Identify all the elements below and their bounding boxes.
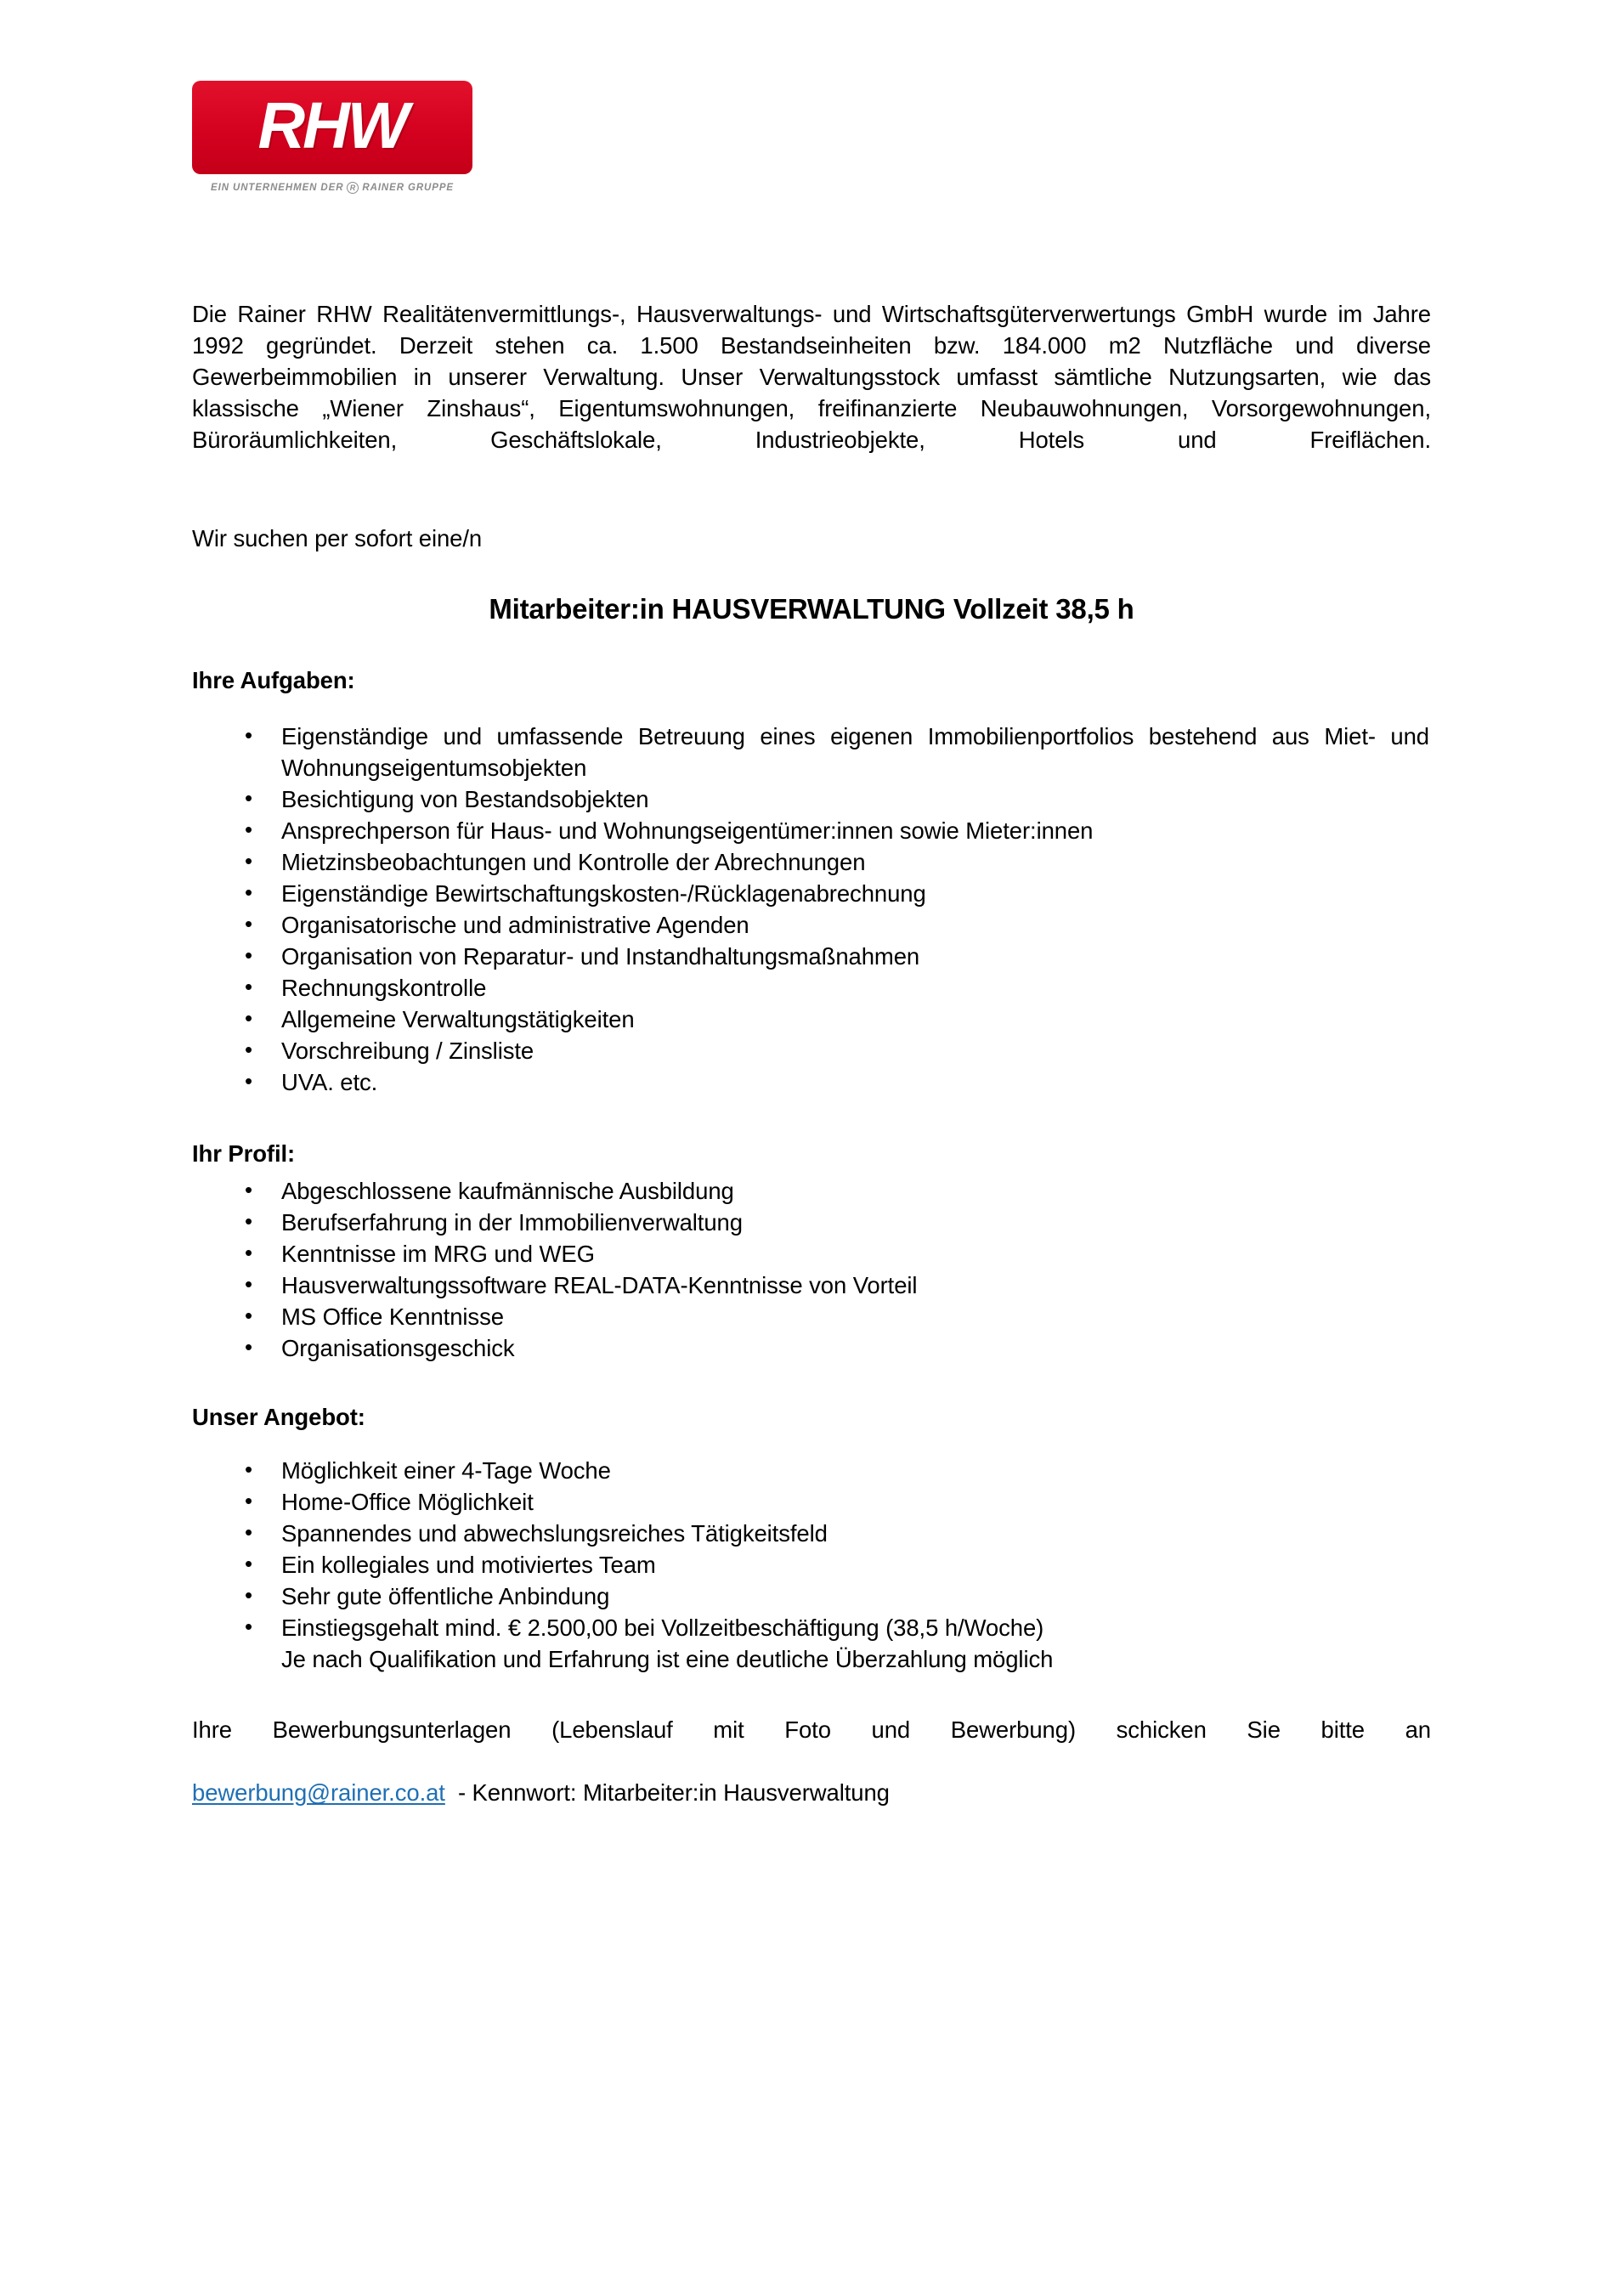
seeking-line: Wir suchen per sofort eine/n (192, 524, 483, 551)
document-content (192, 299, 1431, 1809)
application-instructions: Ihre Bewerbungsunterlagen (Lebenslauf mit Foto und Bewerbung) schicken Sie bitte an (192, 1716, 1431, 1744)
list-item: • MS Office Kenntnisse (226, 1302, 1431, 1333)
list-item: • Eigenständige und umfassende Betreuung eines eigenen Immobilienportfolios bestehend aus Miet- und Wohnungseigentumsobjekten (226, 721, 1431, 784)
company-logo (192, 81, 472, 194)
list-item-salary (226, 1613, 1431, 1676)
list-item: • Hausverwaltungssoftware REAL-DATA-Kenntnisse von Vorteil (226, 1270, 1431, 1302)
list-item: • Sehr gute öffentliche Anbindung (226, 1581, 1431, 1613)
list-item: • Abgeschlossene kaufmännische Ausbildung (226, 1176, 1431, 1207)
list-item: • Allgemeine Verwaltungstätigkeiten (226, 1004, 1431, 1036)
registered-r-icon: R (347, 182, 359, 194)
list-item: • Besichtigung von Bestandsobjekten (226, 784, 1431, 816)
list-item: • UVA. etc. (226, 1067, 1431, 1099)
list-item: • Ansprechperson für Haus- und Wohnungseigentümer:innen sowie Mieter:innen (226, 816, 1431, 847)
list-item: • Kenntnisse im MRG und WEG (226, 1239, 1431, 1270)
intro-paragraph: Die Rainer RHW Realitätenvermittlungs-, Hausverwaltungs- und Wirtschaftsgüterverwertungs GmbH wurde im Jahre 1992 gegründet. Derzeit stehen ca. 1.500 Bestandseinheiten bzw. 184.000 m2 Nutzfläche und diverse Gewerbeimmobilien in unserer Verwaltung. Unser Verwaltungsstock umfasst sämtliche Nutzungsarten, wie das klassische „Wiener Zinshaus“, Eigentumswohnungen, freifinanzierte Neubauwohnungen, Vorsorgewohnungen, Büroräumlichkeiten, Geschäftslokale, Industrieobjekte, Hotels und Freiflächen. (192, 301, 1431, 453)
list-item: • Berufserfahrung in der Immobilienverwaltung (226, 1207, 1431, 1239)
list-item: • Organisation von Reparatur- und Instandhaltungsmaßnahmen (226, 942, 1431, 973)
list-item: • Organisatorische und administrative Agenden (226, 910, 1431, 942)
logo-tagline-suffix: RAINER GRUPPE (362, 183, 454, 193)
list-item: • Spannendes und abwechslungsreiches Tätigkeitsfeld (226, 1518, 1431, 1550)
page-title: Mitarbeiter:in HAUSVERWALTUNG Vollzeit 38,5 h (489, 592, 1134, 625)
keyword-text: - Kennwort: Mitarbeiter:in Hausverwaltung (457, 1779, 890, 1807)
list-item: • Mietzinsbeobachtungen und Kontrolle der Abrechnungen (226, 847, 1431, 879)
section-heading-tasks: Ihre Aufgaben: (192, 667, 355, 694)
list-item: • Vorschreibung / Zinsliste (226, 1036, 1431, 1067)
logo-tagline (192, 182, 472, 194)
logo-wordmark: RHW (257, 88, 407, 162)
salary-line-1: Einstiegsgehalt mind. € 2.500,00 bei Vollzeitbeschäftigung (38,5 h/Woche) (281, 1615, 1044, 1642)
tasks-list (192, 721, 1431, 1099)
email-link[interactable]: bewerbung@rainer.co.at (192, 1779, 445, 1807)
list-item: • Organisationsgeschick (226, 1333, 1431, 1365)
application-contact-line (192, 1778, 1431, 1809)
section-heading-offer: Unser Angebot: (192, 1403, 365, 1430)
profile-list (192, 1176, 1431, 1365)
list-item: • Ein kollegiales und motiviertes Team (226, 1550, 1431, 1581)
list-item: • Möglichkeit einer 4-Tage Woche (226, 1456, 1431, 1487)
logo-tagline-prefix: EIN UNTERNEHMEN DER (211, 183, 344, 193)
offer-list (192, 1456, 1431, 1676)
list-item: • Rechnungskontrolle (226, 973, 1431, 1004)
salary-line-2: Je nach Qualifikation und Erfahrung ist eine deutliche Überzahlung möglich (281, 1646, 1054, 1673)
logo-badge (192, 81, 472, 174)
list-item: • Home-Office Möglichkeit (226, 1487, 1431, 1518)
section-heading-profile: Ihr Profil: (192, 1140, 296, 1168)
list-item: • Eigenständige Bewirtschaftungskosten-/Rücklagenabrechnung (226, 879, 1431, 910)
